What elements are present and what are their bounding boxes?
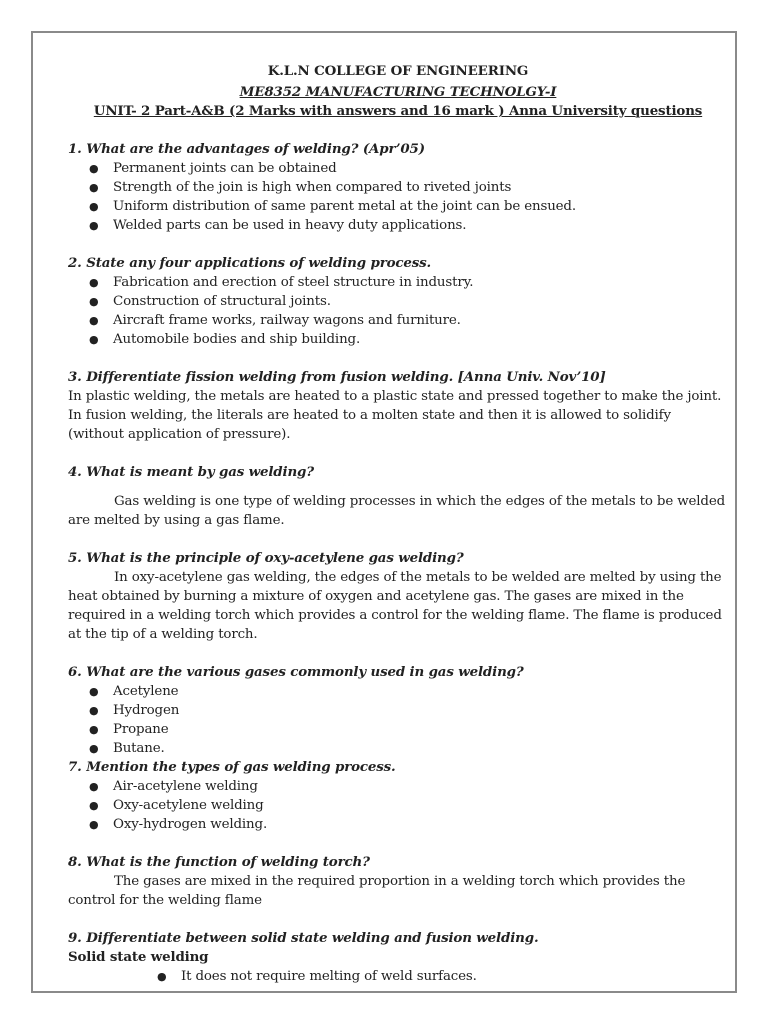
- bullet-icon: ●: [89, 295, 99, 308]
- list-item: ● Welded parts can be used in heavy duty applications.: [89, 218, 467, 233]
- bullet-icon: ●: [89, 181, 99, 194]
- bullet-icon: ●: [89, 704, 99, 717]
- list-item: ● Propane: [89, 722, 169, 737]
- list-item: ● Automobile bodies and ship building.: [89, 332, 361, 347]
- question-6: 6. What are the various gases commonly used in gas welding?: [68, 664, 524, 680]
- bullet-icon: ●: [89, 219, 99, 232]
- list-item: ● Butane.: [89, 741, 165, 756]
- solid-state-welding-label: Solid state welding: [68, 949, 209, 965]
- question-8: 8. What is the function of welding torch?: [68, 854, 370, 870]
- bullet-icon: ●: [89, 314, 99, 327]
- q7-list: [68, 777, 728, 834]
- question-9: 9. Differentiate between solid state welding and fusion welding.: [68, 930, 539, 946]
- bullet-icon: ●: [89, 276, 99, 289]
- college-name: K.L.N COLLEGE OF ENGINEERING: [267, 63, 529, 79]
- list-item: ● Air-acetylene welding: [89, 779, 258, 794]
- bullet-icon: ●: [89, 723, 99, 736]
- list-item: ● Strength of the join is high when compared to riveted joints: [89, 180, 512, 195]
- bullet-icon: ●: [89, 799, 99, 812]
- list-item: ● Hydrogen: [89, 703, 180, 718]
- q6-list: [68, 682, 728, 758]
- list-item: ● Uniform distribution of same parent metal at the joint can be ensued.: [89, 199, 576, 214]
- q9-list: [68, 967, 728, 986]
- course-title: ME8352 MANUFACTURING TECHNOLGY-I: [239, 84, 557, 100]
- list-item: ● Permanent joints can be obtained: [89, 161, 337, 176]
- question-1: 1. What are the advantages of welding? (Apr’05): [68, 141, 425, 157]
- question-3: 3. Differentiate fission welding from fusion welding. [Anna Univ. Nov’10]: [68, 369, 606, 385]
- question-5: 5. What is the principle of oxy-acetylene gas welding?: [68, 550, 464, 566]
- bullet-icon: ●: [89, 685, 99, 698]
- bullet-icon: ●: [89, 162, 99, 175]
- bullet-icon: ●: [89, 818, 99, 831]
- question-4: 4. What is meant by gas welding?: [68, 464, 314, 480]
- bullet-icon: ●: [89, 333, 99, 346]
- bullet-icon: ●: [157, 970, 167, 983]
- q3-answer-fusion: In fusion welding, the literals are heated to a molten state and then it is allowed to solidify (without application of pressure).: [68, 408, 671, 442]
- q8-answer: The gases are mixed in the required proportion in a welding torch which provides the control for the welding flame: [68, 874, 686, 908]
- document-content: [68, 62, 728, 986]
- q4-answer: Gas welding is one type of welding processes in which the edges of the metals to be welded are melted by using a gas flame.: [68, 494, 726, 528]
- q2-list: [68, 273, 728, 349]
- q3-answer-plastic: In plastic welding, the metals are heated to a plastic state and pressed together to make the joint.: [68, 389, 722, 404]
- question-7: 7. Mention the types of gas welding process.: [68, 759, 396, 775]
- list-item: ● Oxy-acetylene welding: [89, 798, 264, 813]
- list-item: ● It does not require melting of weld surfaces.: [157, 969, 477, 984]
- list-item: ● Aircraft frame works, railway wagons and furniture.: [89, 313, 461, 328]
- list-item: ● Construction of structural joints.: [89, 294, 331, 309]
- bullet-icon: ●: [89, 780, 99, 793]
- q1-list: [68, 159, 728, 235]
- unit-title: UNIT- 2 Part-A&B (2 Marks with answers and 16 mark ) Anna University questions: [93, 103, 703, 119]
- list-item: ● Oxy-hydrogen welding.: [89, 817, 268, 832]
- list-item: ● Acetylene: [89, 684, 179, 699]
- list-item: ● Fabrication and erection of steel structure in industry.: [89, 275, 474, 290]
- question-2: 2. State any four applications of welding process.: [68, 255, 432, 271]
- q5-answer: In oxy-acetylene gas welding, the edges of the metals to be welded are melted by using the heat obtained by burning a mixture of oxygen and acetylene gas. The gases are mixed in the required in a welding torch which provides a control for the welding flame. The flame is produced at the tip of a welding torch.: [68, 570, 722, 642]
- bullet-icon: ●: [89, 200, 99, 213]
- bullet-icon: ●: [89, 742, 99, 755]
